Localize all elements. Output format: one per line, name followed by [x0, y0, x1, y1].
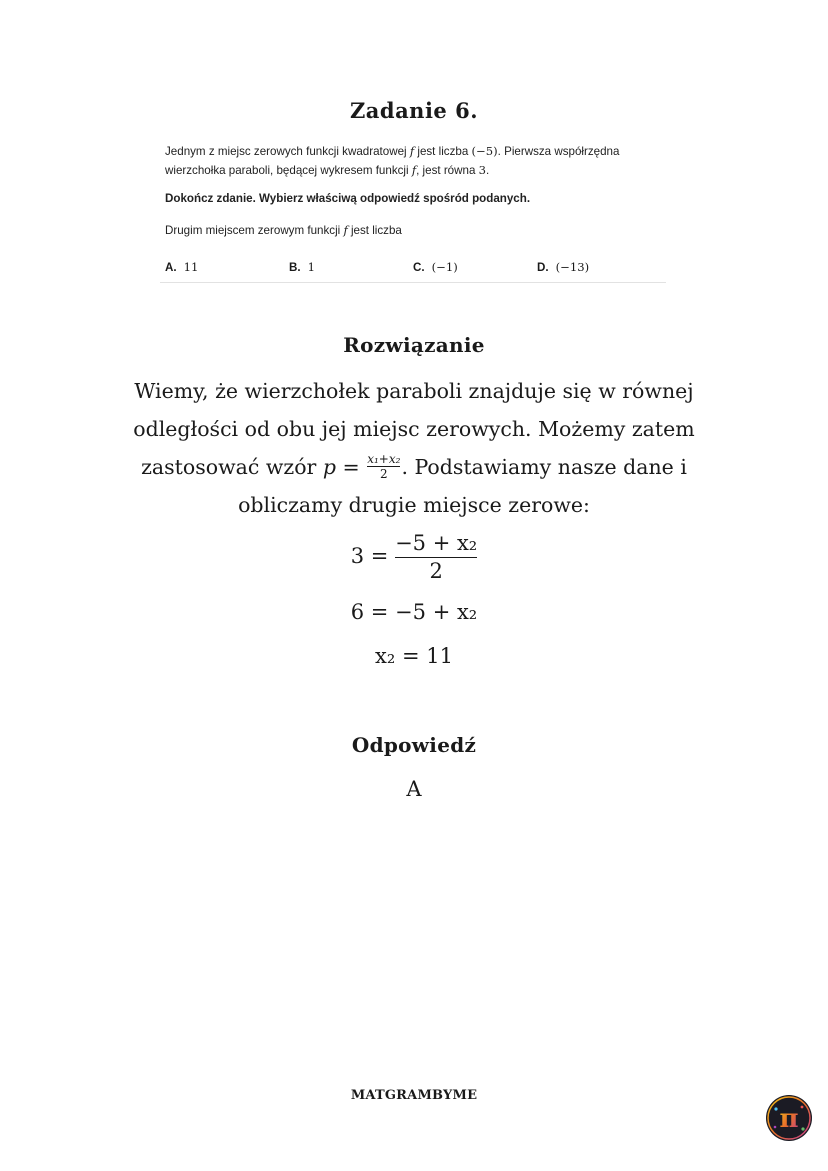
equation-3: x₂ = 11: [375, 644, 453, 668]
pi-logo-icon: [765, 1094, 813, 1142]
option-c: C. (−1): [413, 260, 458, 274]
answer-heading: Odpowiedź: [351, 733, 477, 757]
task-title: Zadanie 6.: [349, 98, 479, 123]
option-a: A. 11: [165, 260, 199, 274]
equation-1-fraction: $\frac{\text{−5 + x₂}}{2}$: [395, 531, 478, 583]
solution-heading: Rozwiązanie: [343, 333, 485, 357]
answer-value: A: [406, 777, 422, 801]
option-b: B. 1: [289, 260, 315, 274]
task-statement: [165, 142, 665, 237]
footer-brand: MATGRAMBYME: [350, 1088, 478, 1103]
task-instruction: Dokończ zdanie. Wybierz właściwą odpowiedź spośród podanych.: [165, 192, 531, 205]
task-intro: Jednym z miejsc zerowych funkcji kwadratowej f jest liczba (−5). Pierwsza współrzędna wierzchołka paraboli, będącej wykresem funkcji f, jest równa 3.: [165, 144, 620, 177]
task-question: Drugim miejscem zerowym funkcji f jest liczba: [165, 223, 402, 237]
divider: [160, 282, 666, 283]
equation-1: 3 = $\frac{\text{−5 + x₂}}{2}$: [350, 531, 478, 583]
answer-options: [165, 260, 665, 278]
svg-text:π: π: [779, 1104, 799, 1134]
formula-fraction: $\frac{\text{x₁+x₂}}{2}$: [367, 452, 401, 481]
equation-2: 6 = −5 + x₂: [350, 600, 478, 624]
solution-text: Wiemy, że wierzchołek paraboli znajduje się w równej odległości od obu jej miejsc zerowych. Możemy zatem zastosować wzór p = $\frac{\text{x₁+x₂}}{2}$ . Podstawiamy nasze dane i obliczamy drugie miejsce zerowe:: [133, 379, 695, 517]
option-d: D. (−13): [537, 260, 590, 274]
